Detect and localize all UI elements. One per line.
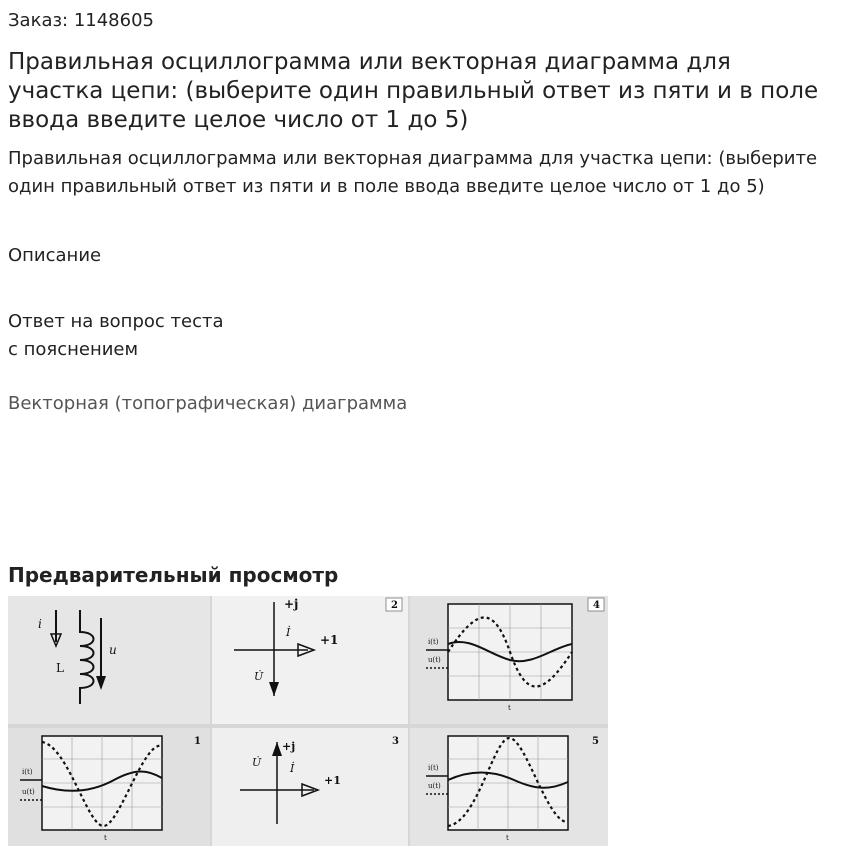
- vec2-label-one: +1: [320, 633, 339, 647]
- osc5-label-i: i(t): [428, 764, 439, 772]
- vector-diagram-link[interactable]: Векторная (топографическая) диаграмма: [8, 393, 408, 414]
- circuit-label-i: i: [38, 617, 42, 631]
- osc4-label-i: i(t): [428, 638, 439, 646]
- osc1-label-i: i(t): [22, 768, 33, 776]
- vec2-label-I: İ: [286, 626, 291, 639]
- vec3-label-j: +j: [282, 740, 296, 753]
- question-text: Правильная осциллограмма или векторная диаграмма для участка цепи: (выберите один правильный ответ из пяти и в поле ввода введите целое число от 1 до 5): [8, 148, 818, 197]
- preview-image: [8, 596, 608, 846]
- osc1-axis-t: t: [104, 834, 107, 842]
- panel-number-2: 2: [391, 600, 398, 611]
- panel-number-4: 4: [593, 600, 600, 611]
- answer-note: [8, 308, 223, 364]
- panel-number-3: 3: [392, 736, 399, 747]
- vec3-label-U: U̇: [252, 756, 262, 769]
- vec3-label-one: +1: [324, 774, 341, 787]
- osc4-label-u: u(t): [428, 656, 441, 664]
- order-number: Заказ: 1148605: [8, 10, 154, 31]
- vec3-label-I: İ: [290, 762, 295, 775]
- description-heading: Описание: [8, 245, 102, 266]
- osc1-label-u: u(t): [22, 788, 35, 796]
- preview-heading: Предварительный просмотр: [8, 563, 339, 587]
- circuit-label-L: L: [56, 661, 64, 675]
- vec2-label-U: U̇: [254, 670, 264, 683]
- answer-line-2: с пояснением: [8, 339, 139, 360]
- panel-number-5: 5: [592, 736, 599, 747]
- osc4-axis-t: t: [508, 704, 511, 712]
- osc5-label-u: u(t): [428, 782, 441, 790]
- vec2-label-j: +j: [284, 597, 299, 611]
- page-title: Правильная осциллограмма или векторная диаграмма для участка цепи: (выберите один правильный ответ из пяти и в поле ввода введите целое число от 1 до 5): [8, 49, 819, 133]
- osc5-axis-t: t: [506, 834, 509, 842]
- panel-number-1: 1: [194, 736, 201, 747]
- circuit-label-u: u: [109, 643, 117, 657]
- preview-figure: [8, 596, 608, 846]
- answer-line-1: Ответ на вопрос теста: [8, 311, 224, 332]
